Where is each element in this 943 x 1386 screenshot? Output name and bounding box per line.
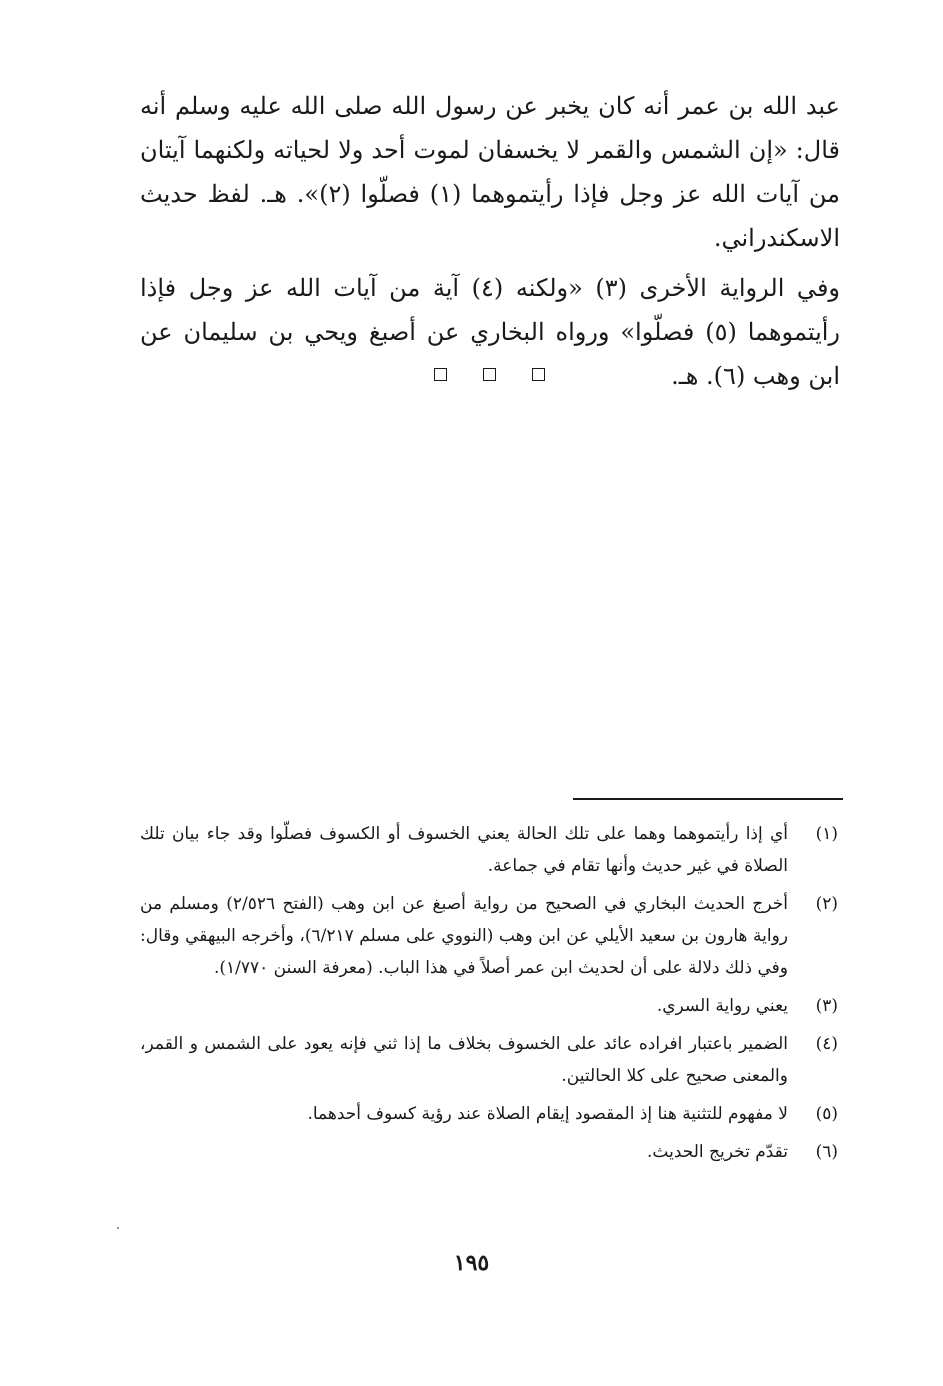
footnote-3: [140, 990, 844, 1022]
footnote-text: أي إذا رأيتموهما وهما على تلك الحالة يعني الخسوف أو الكسوف فصلّوا وقد جاء بيان تلك الصلاة في غير حديث وأنها تقام في جماعة.: [140, 824, 788, 876]
footnote-number: (١): [815, 824, 838, 844]
footnote-text: لا مفهوم للتثنية هنا إذ المقصود إيقام الصلاة عند رؤية كسوف أحدهما.: [307, 1104, 788, 1124]
footnote-number: (٣): [815, 996, 838, 1016]
footnote-text: الضمير باعتبار افراده عائد على الخسوف بخلاف ما إذا ثني فإنه يعود على الشمس و القمر، والمعنى صحيح على كلا الحالتين.: [140, 1034, 788, 1086]
footnote-divider: [573, 798, 843, 800]
footnotes: [140, 818, 844, 1174]
separator-square: [532, 368, 545, 381]
footnote-5: [140, 1098, 844, 1130]
footnote-number: (٦): [815, 1142, 838, 1162]
footnote-number: (٢): [815, 894, 838, 914]
footnote-2: [140, 888, 844, 984]
footnote-text: أخرج الحديث البخاري في الصحيح من رواية أصبغ عن ابن وهب (الفتح ٢/٥٢٦) ومسلم من رواية هارون بن سعيد الأيلي عن ابن وهب (النووي على مسلم ٦/٢١٧)، وأخرجه البيهقي وقال: وفي ذلك دلالة على أن لحديث ابن عمر أصلاً في هذا الباب. (معرفة السنن ١/٧٧٠).: [140, 894, 788, 978]
footnote-text: تقدّم تخريج الحديث.: [646, 1142, 788, 1162]
footnote-number: (٥): [815, 1104, 838, 1124]
section-separator: [434, 368, 554, 384]
main-text: [140, 84, 840, 398]
separator-square: [483, 368, 496, 381]
separator-square: [434, 368, 447, 381]
footnote-1: [140, 818, 844, 882]
footnote-text: يعني رواية السري.: [656, 996, 788, 1016]
scan-speck: [117, 1227, 119, 1229]
footnote-4: [140, 1028, 844, 1092]
page-number: ١٩٥: [453, 1250, 490, 1276]
footnote-6: [140, 1136, 844, 1168]
main-paragraph-2: وفي الرواية الأخرى (٣) «ولكنه (٤) آية من آيات الله عز وجل فإذا رأيتموهما (٥) فصلّوا» ورواه البخاري عن أصبغ ويحي بن سليمان عن ابن وهب (٦). هـ.: [140, 274, 841, 390]
footnote-number: (٤): [815, 1034, 838, 1054]
main-paragraph-1: عبد الله بن عمر أنه كان يخبر عن رسول الله صلى الله عليه وسلم أنه قال: «إن الشمس والقمر لا يخسفان لموت أحد ولا لحياته ولكنهما آيتان من آيات الله عز وجل فإذا رأيتموهما (١) فصلّوا (٢)». هـ. لفظ حديث الاسكندراني.: [140, 92, 841, 252]
